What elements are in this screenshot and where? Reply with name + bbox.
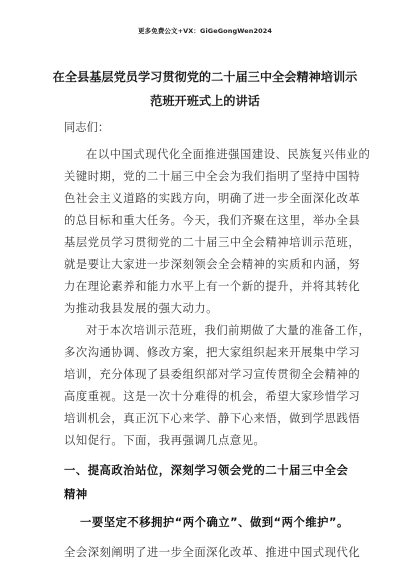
- document-title-line-2: 范班开班式上的讲话: [150, 94, 260, 108]
- salutation: 同志们：: [64, 121, 110, 134]
- paragraph-1-line-3: 色社会主义道路的实践方向，明确了进一步全面深化改革: [64, 192, 361, 205]
- paragraph-2-line-1: 对于本次培训示范班，我们前期做了大量的准备工作，: [86, 324, 371, 337]
- paragraph-1-line-5: 基层党员学习贯彻党的二十届三中全会精神培训示范班，: [64, 236, 361, 249]
- paragraph-2-line-5: 培训机会，真正沉下心来学、静下心来悟，做到学思践悟: [64, 412, 361, 425]
- paragraph-2-line-3: 培训，充分体现了县委组织部对学习宣传贯彻全会精神的: [64, 368, 361, 381]
- paragraph-3-line-1: 全会深刻阐明了进一步全面深化改革、推进中国式现代化: [64, 546, 361, 559]
- paragraph-2-line-2: 多次沟通协调、修改方案，把大家组织起来开展集中学习: [64, 346, 361, 359]
- paragraph-1-line-8: 为推动我县发展的强大动力。: [64, 302, 219, 315]
- subsection-1-heading: 一要坚定不移拥护“两个确立”、做到“两个维护”。: [80, 516, 349, 529]
- paragraph-2-line-4: 高度重视。这是一次十分难得的机会，希望大家珍惜学习: [64, 390, 361, 403]
- document-title-line-1: 在全县基层党员学习贯彻党的二十届三中全会精神培训示: [52, 70, 358, 84]
- section-1-heading-line-2: 精神: [64, 488, 88, 501]
- paragraph-2-line-6: 以知促行。下面，我再强调几点意见。: [64, 434, 266, 447]
- paragraph-1-line-1: 在以中国式现代化全面推进强国建设、民族复兴伟业的: [86, 148, 371, 161]
- paragraph-1-line-4: 的总目标和重大任务。今天，我们齐聚在这里，举办全县: [64, 214, 361, 227]
- paragraph-1-line-6: 就是要让大家进一步深刻领会全会精神的实质和内涵，努: [64, 258, 361, 271]
- section-1-heading-line-1: 一、提高政治站位，深刻学习领会党的二十届三中全会: [64, 464, 349, 477]
- paragraph-1-line-7: 力在理论素养和能力水平上有一个新的提升，并将其转化: [64, 280, 361, 293]
- header-promo-text: 更多免费公文+VX：GiGeGongWen2024: [138, 27, 272, 35]
- paragraph-1-line-2: 关键时期，党的二十届三中全会为我们指明了坚持中国特: [64, 170, 361, 183]
